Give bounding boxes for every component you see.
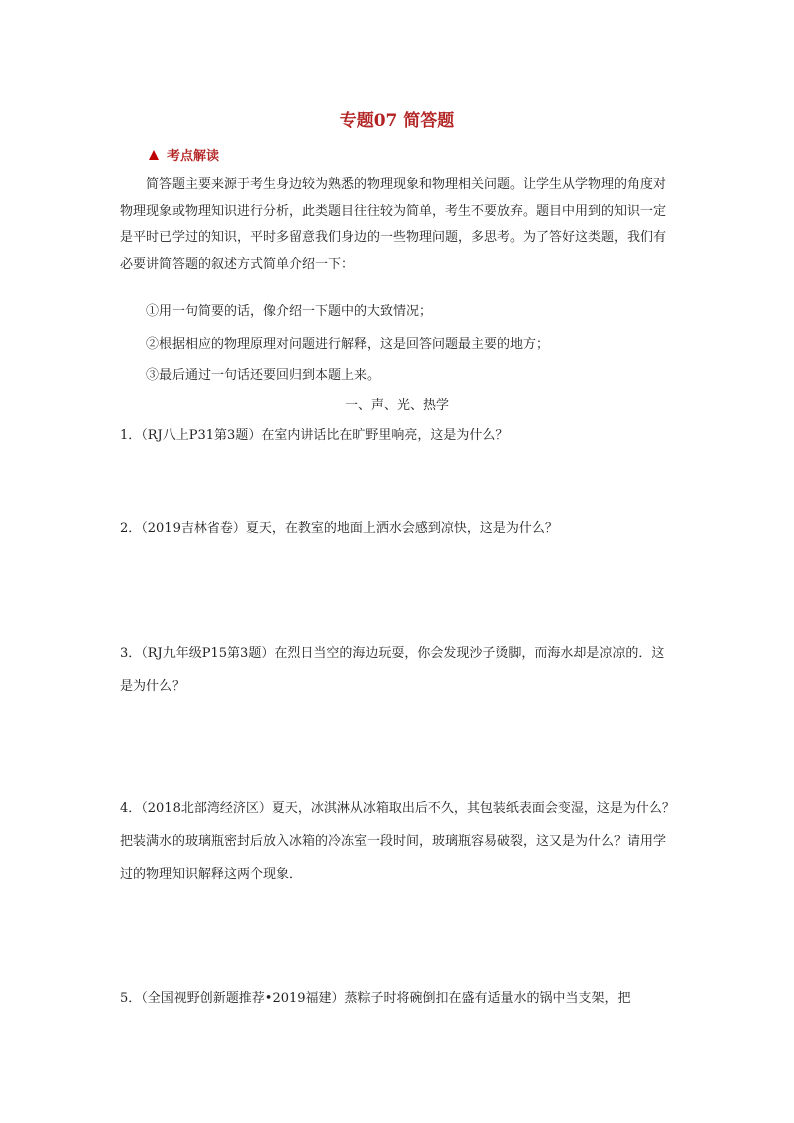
page-title: 专题07 简答题 [339,111,455,131]
subsection-heading: 一、声、光、热学 [344,398,449,413]
triangle-icon [149,150,159,160]
question-5: 5．（全国视野创新题推荐•2019福建）蒸粽子时将碗倒扣在盛有适量水的锅中当支架，把 [120,991,631,1006]
section-heading [149,145,219,164]
step-2: ②根据相应的物理原理对问题进行解释，这是回答问题最主要的地方； [146,337,550,352]
section-label: 考点解读 [167,149,220,164]
question-3: 3．（RJ九年级P15第3题）在烈日当空的海边玩耍，你会发现沙子烫脚，而海水却是凉凉的．这是为什么？ [120,646,665,694]
step-3: ③最后通过一句话还要回归到本题上来。 [146,368,381,383]
question-1: 1．（RJ八上P31第3题）在室内讲话比在旷野里响亮，这是为什么？ [120,428,509,443]
intro-paragraph: 简答题主要来源于考生身边较为熟悉的物理现象和物理相关问题。让学生从学物理的角度对物理现象或物理知识进行分析，此类题目往往较为简单，考生不要放弃。题目中用到的知识一定是平时已学过的知识，平时多留意我们身边的一些物理问题，多思考。为了答好这类题，我们有必要讲简答题的叙述方式简单介绍一下： [120,177,667,273]
step-1: ①用一句简要的话，像介绍一下题中的大致情况； [146,304,433,319]
question-4: 4．（2018北部湾经济区）夏天，冰淇淋从冰箱取出后不久，其包装纸表面会变湿，这是为什么？把装满水的玻璃瓶密封后放入冰箱的冷冻室一段时间，玻璃瓶容易破裂，这又是为什么？请用学过的物理知识解释这两个现象． [120,801,675,882]
question-2: 2．（2019吉林省卷）夏天，在教室的地面上洒水会感到凉快，这是为什么？ [120,521,558,536]
